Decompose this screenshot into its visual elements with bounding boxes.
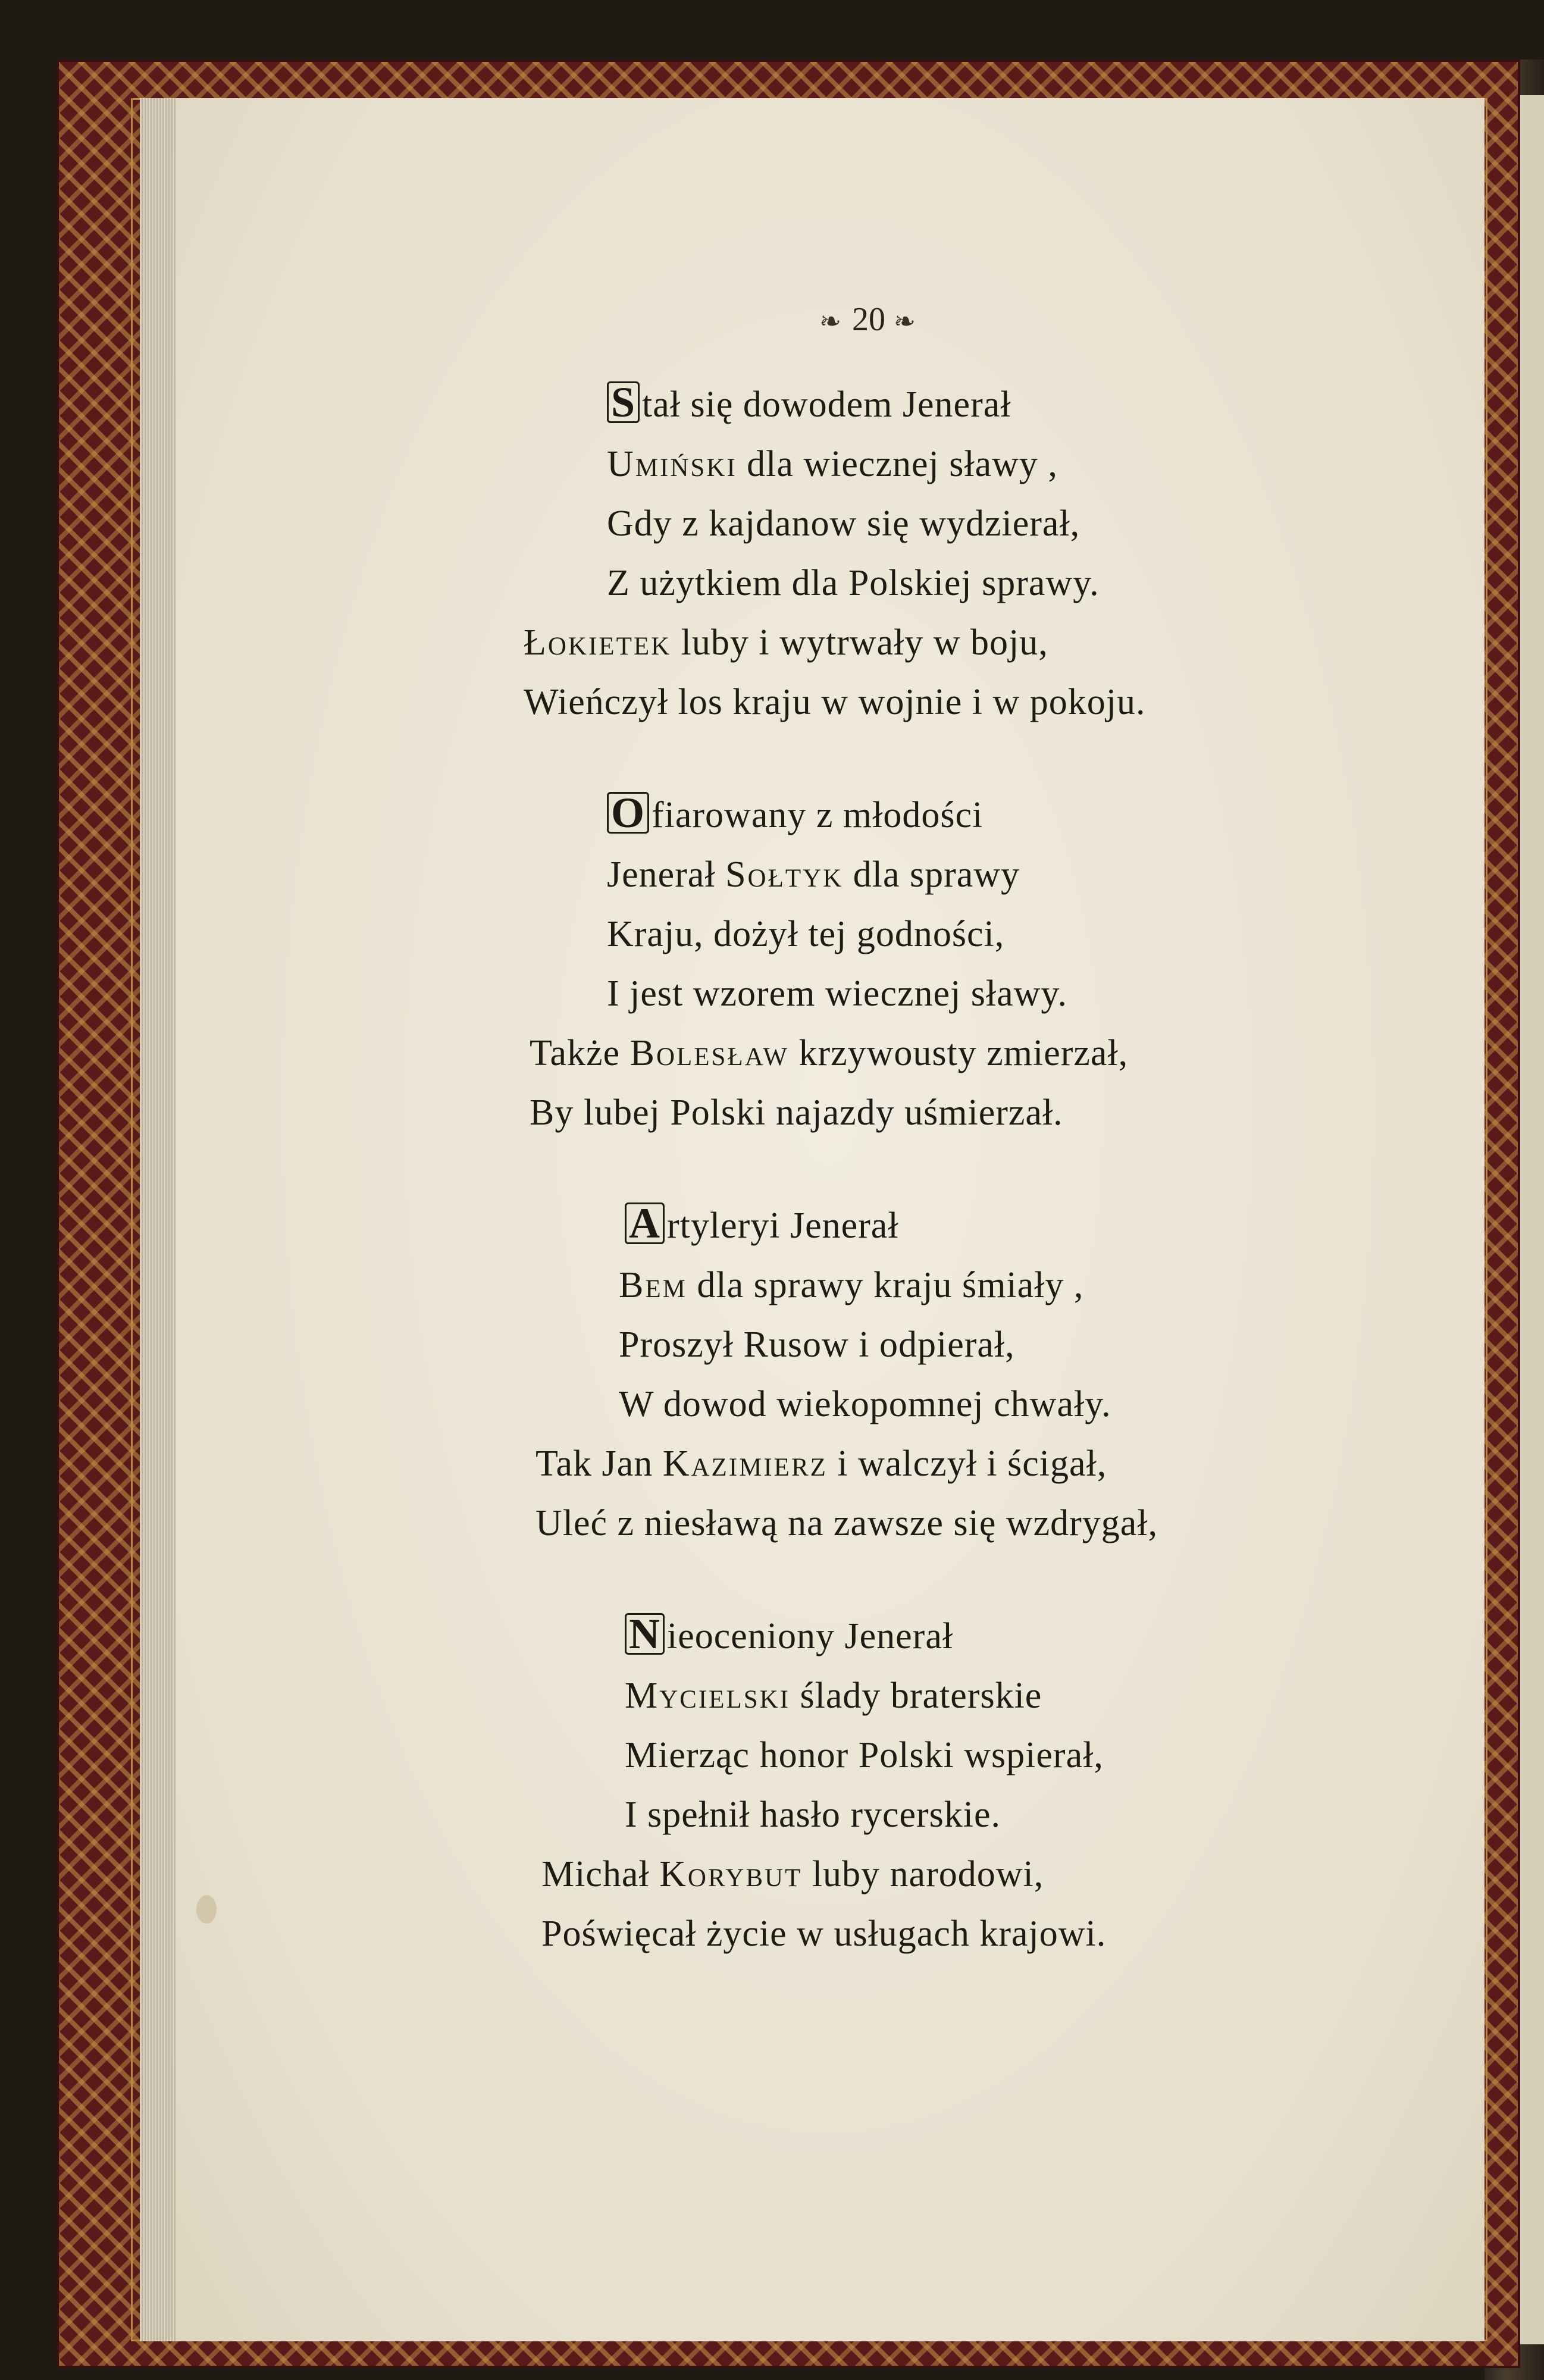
line-text: Tak Jan — [535, 1443, 663, 1484]
poem-stanza — [524, 375, 1146, 732]
line-text: Jenerał — [607, 854, 726, 895]
page-leaves-edge — [140, 98, 176, 2341]
poem-line — [524, 672, 1146, 732]
poem-stanza — [524, 785, 1128, 1142]
line-text: ieoceniony Jenerał — [667, 1616, 954, 1656]
poem-line — [607, 375, 1146, 434]
proper-name-small-caps: Sołtyk — [725, 854, 844, 895]
line-text: Mierząc honor Polski wspierał, — [625, 1735, 1104, 1775]
decorated-initial: A — [625, 1202, 665, 1244]
ornament-left-icon: ❧ — [819, 307, 844, 336]
poem-line — [607, 964, 1128, 1023]
poem-line — [541, 1904, 1106, 1964]
line-text: dla sprawy kraju śmiały , — [687, 1265, 1084, 1305]
poem-line — [607, 494, 1146, 553]
line-text: Uleć z niesławą na zawsze się wzdrygał, — [535, 1503, 1158, 1543]
line-text: ślady braterskie — [790, 1676, 1042, 1716]
proper-name-small-caps: Bolesław — [629, 1033, 789, 1073]
line-text: luby i wytrwały w boju, — [671, 622, 1048, 663]
poem-line — [619, 1315, 1158, 1374]
poem-line — [625, 1666, 1106, 1726]
poem-line — [524, 613, 1146, 672]
poem-line — [535, 1434, 1158, 1493]
poem-line — [607, 785, 1128, 845]
line-text: By lubej Polski najazdy uśmierzał. — [530, 1092, 1063, 1133]
line-text: Kraju, dożył tej godności, — [607, 914, 1005, 954]
poem-line — [607, 904, 1128, 964]
ornament-right-icon: ❧ — [894, 307, 918, 336]
line-text: dla wiecznej sławy , — [737, 444, 1058, 484]
line-text: Michał — [541, 1854, 660, 1894]
line-text: Wieńczył los kraju w wojnie i w pokoju. — [524, 682, 1146, 722]
line-text: W dowod wiekopomnej chwały. — [619, 1384, 1111, 1424]
poem-line — [619, 1374, 1158, 1434]
line-text: Gdy z kajdanow się wydzierał, — [607, 503, 1081, 544]
poem-line — [530, 1083, 1128, 1142]
poem-line — [607, 434, 1146, 494]
line-text: I jest wzorem wiecznej sławy. — [607, 973, 1067, 1014]
proper-name-small-caps: Umiński — [607, 444, 737, 484]
line-text: rtyleryi Jenerał — [667, 1205, 899, 1246]
poem-line — [607, 845, 1128, 904]
poem-stanza — [524, 1196, 1158, 1553]
poem-line — [619, 1255, 1158, 1315]
line-text: Z użytkiem dla Polskiej sprawy. — [607, 563, 1100, 603]
page-number: 20 — [852, 301, 885, 338]
poem-line — [535, 1493, 1158, 1553]
line-text: luby narodowi, — [802, 1854, 1044, 1894]
line-text: I spełnił hasło rycerskie. — [625, 1795, 1001, 1835]
poem-line — [625, 1726, 1106, 1785]
proper-name-small-caps: Korybut — [659, 1854, 803, 1894]
line-text: i walczył i ścigał, — [827, 1443, 1107, 1484]
poem-line — [530, 1023, 1128, 1083]
line-text: fiarowany z młodości — [652, 795, 984, 835]
proper-name-small-caps: Mycielski — [625, 1676, 791, 1716]
line-text: Poświęcał życie w usługach krajowi. — [541, 1914, 1107, 1954]
decorated-initial: O — [607, 792, 649, 834]
line-text: Proszył Rusow i odpierał, — [619, 1324, 1015, 1365]
proper-name-small-caps: Łokietek — [524, 622, 672, 663]
poem-stanza — [524, 1606, 1106, 1964]
poem-line — [607, 553, 1146, 613]
proper-name-small-caps: Kazimierz — [662, 1443, 828, 1484]
decorated-initial: S — [607, 381, 640, 423]
decorated-initial: N — [625, 1613, 665, 1655]
proper-name-small-caps: Bem — [619, 1265, 687, 1305]
line-text: tał się dowodem Jenerał — [642, 384, 1011, 425]
poem-line — [541, 1844, 1106, 1904]
poem-line — [625, 1785, 1106, 1844]
page-number-header — [744, 300, 994, 339]
line-text: krzywousty zmierzał, — [788, 1033, 1129, 1073]
line-text: dla sprawy — [843, 854, 1020, 895]
line-text: Także — [530, 1033, 630, 1073]
poem-line — [625, 1606, 1106, 1666]
foxing-spot — [196, 1895, 217, 1924]
poem-line — [625, 1196, 1158, 1255]
